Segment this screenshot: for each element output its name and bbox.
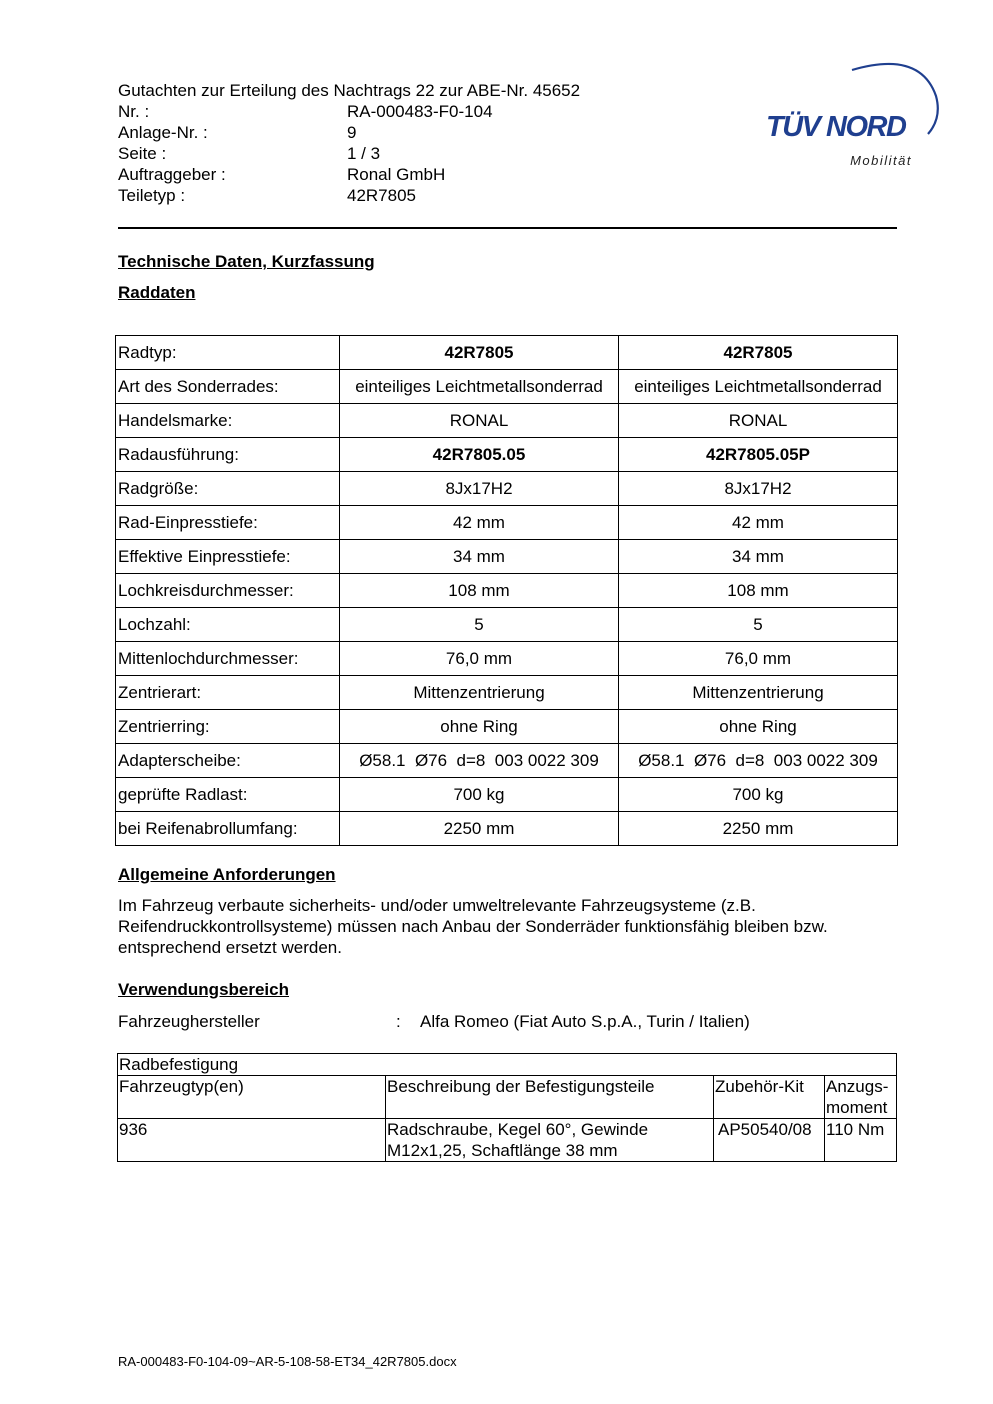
header-row (118, 164, 580, 185)
row-label: Handelsmarke: (116, 404, 340, 438)
table-row (116, 608, 898, 642)
value-b: 42R7805.05P (619, 438, 898, 472)
header-key: Anlage-Nr. : (118, 123, 208, 142)
row-label: Mittenlochdurchmesser: (116, 642, 340, 676)
value-a: 76,0 mm (340, 642, 619, 676)
cell-beschreibung: Radschraube, Kegel 60°, Gewinde M12x1,25, Schaftlänge 38 mm (386, 1119, 714, 1162)
header-row (118, 143, 580, 164)
value-a: 5 (340, 608, 619, 642)
table-row (116, 336, 898, 370)
header-key: Seite : (118, 144, 167, 163)
allgemeine-text: Im Fahrzeug verbaute sicherheits- und/oder umweltrelevante Fahrzeugsysteme (z.B. Reifendruckkontrollsysteme) müssen nach Anbau der Sonderräder funktionsfähig bleiben bzw. entsprechend ersetzt werden. (118, 896, 828, 957)
value-a: 34 mm (340, 540, 619, 574)
table-row (116, 574, 898, 608)
value-b: 42 mm (619, 506, 898, 540)
header-divider (118, 227, 897, 229)
header-value: RA-000483-F0-104 (347, 102, 493, 121)
heading-technische-daten: Technische Daten, Kurzfassung (118, 252, 375, 271)
radbefestigung-table (117, 1053, 897, 1162)
table-row (116, 438, 898, 472)
row-label: Radtyp: (116, 336, 340, 370)
value-a: 42R7805 (340, 336, 619, 370)
value-b: 2250 mm (619, 812, 898, 846)
header-row (118, 185, 580, 206)
value-b: einteiliges Leichtmetallsonderrad (619, 370, 898, 404)
value-a: Ø58.1 Ø76 d=8 003 0022 309 (340, 744, 619, 778)
table-title-row (118, 1054, 897, 1076)
header-zubehoer-kit: Zubehör-Kit (714, 1076, 825, 1119)
table-row (116, 744, 898, 778)
value-b: ohne Ring (619, 710, 898, 744)
value-b: 76,0 mm (619, 642, 898, 676)
value-b: 42R7805 (619, 336, 898, 370)
row-label: Rad-Einpresstiefe: (116, 506, 340, 540)
value-a: 700 kg (340, 778, 619, 812)
fahrzeughersteller-value: Alfa Romeo (Fiat Auto S.p.A., Turin / Italien) (420, 1012, 750, 1031)
value-a: 42R7805.05 (340, 438, 619, 472)
table-row (116, 710, 898, 744)
value-b: 5 (619, 608, 898, 642)
header-row (118, 101, 580, 122)
value-b: Ø58.1 Ø76 d=8 003 0022 309 (619, 744, 898, 778)
row-label: Zentrierring: (116, 710, 340, 744)
table-row (118, 1119, 897, 1162)
row-label: Lochkreisdurchmesser: (116, 574, 340, 608)
document-header (118, 80, 580, 206)
value-a: 108 mm (340, 574, 619, 608)
fahrzeughersteller-row (118, 1012, 750, 1032)
value-b: 8Jx17H2 (619, 472, 898, 506)
value-a: RONAL (340, 404, 619, 438)
table-row (116, 404, 898, 438)
header-value: 9 (347, 123, 357, 142)
table-header-row (118, 1076, 897, 1119)
header-key: Nr. : (118, 102, 150, 121)
table-row (116, 778, 898, 812)
value-a: einteiliges Leichtmetallsonderrad (340, 370, 619, 404)
table-row (116, 812, 898, 846)
logo-brand-text: TÜV NORD (766, 111, 906, 143)
value-b: 700 kg (619, 778, 898, 812)
header-key: Auftraggeber : (118, 165, 226, 184)
footer-filename: RA-000483-F0-104-09~AR-5-108-58-ET34_42R7805.docx (118, 1354, 457, 1369)
tuv-nord-logo (760, 56, 945, 176)
header-value: 1 / 3 (347, 144, 381, 163)
row-label: Art des Sonderrades: (116, 370, 340, 404)
value-a: ohne Ring (340, 710, 619, 744)
cell-fahrzeugtyp: 936 (118, 1119, 386, 1162)
row-label: Effektive Einpresstiefe: (116, 540, 340, 574)
row-label: Radausführung: (116, 438, 340, 472)
heading-raddaten: Raddaten (118, 283, 196, 302)
row-label: Adapterscheibe: (116, 744, 340, 778)
radbefestigung-title: Radbefestigung (118, 1054, 897, 1076)
table-row (116, 506, 898, 540)
value-b: 34 mm (619, 540, 898, 574)
heading-allgemeine-anforderungen: Allgemeine Anforderungen (118, 865, 336, 884)
header-anzugsmoment: Anzugs-moment (825, 1076, 897, 1119)
value-a: Mittenzentrierung (340, 676, 619, 710)
header-value: 42R7805 (347, 186, 417, 205)
table-row (116, 642, 898, 676)
cell-anzugsmoment: 110 Nm (825, 1119, 897, 1162)
value-a: 8Jx17H2 (340, 472, 619, 506)
row-label: geprüfte Radlast: (116, 778, 340, 812)
header-value: Ronal GmbH (347, 165, 446, 184)
value-b: 108 mm (619, 574, 898, 608)
fahrzeughersteller-label: Fahrzeughersteller (118, 1012, 260, 1031)
header-fahrzeugtyp: Fahrzeugtyp(en) (118, 1076, 386, 1119)
table-row (116, 472, 898, 506)
value-a: 2250 mm (340, 812, 619, 846)
raddaten-table (115, 335, 898, 846)
row-label: bei Reifenabrollumfang: (116, 812, 340, 846)
value-a: 42 mm (340, 506, 619, 540)
value-b: RONAL (619, 404, 898, 438)
table-row (116, 676, 898, 710)
fahrzeughersteller-separator: : (396, 1012, 401, 1031)
header-row (118, 122, 580, 143)
table-row (116, 370, 898, 404)
heading-verwendungsbereich: Verwendungsbereich (118, 980, 289, 999)
header-beschreibung: Beschreibung der Befestigungsteile (386, 1076, 714, 1119)
cell-zubehoer-kit: AP50540/08 (714, 1119, 825, 1162)
logo-sub-text: Mobilität (850, 153, 912, 168)
value-b: Mittenzentrierung (619, 676, 898, 710)
header-title: Gutachten zur Erteilung des Nachtrags 22 zur ABE-Nr. 45652 (118, 81, 581, 100)
row-label: Zentrierart: (116, 676, 340, 710)
row-label: Lochzahl: (116, 608, 340, 642)
table-row (116, 540, 898, 574)
row-label: Radgröße: (116, 472, 340, 506)
header-key: Teiletyp : (118, 186, 186, 205)
